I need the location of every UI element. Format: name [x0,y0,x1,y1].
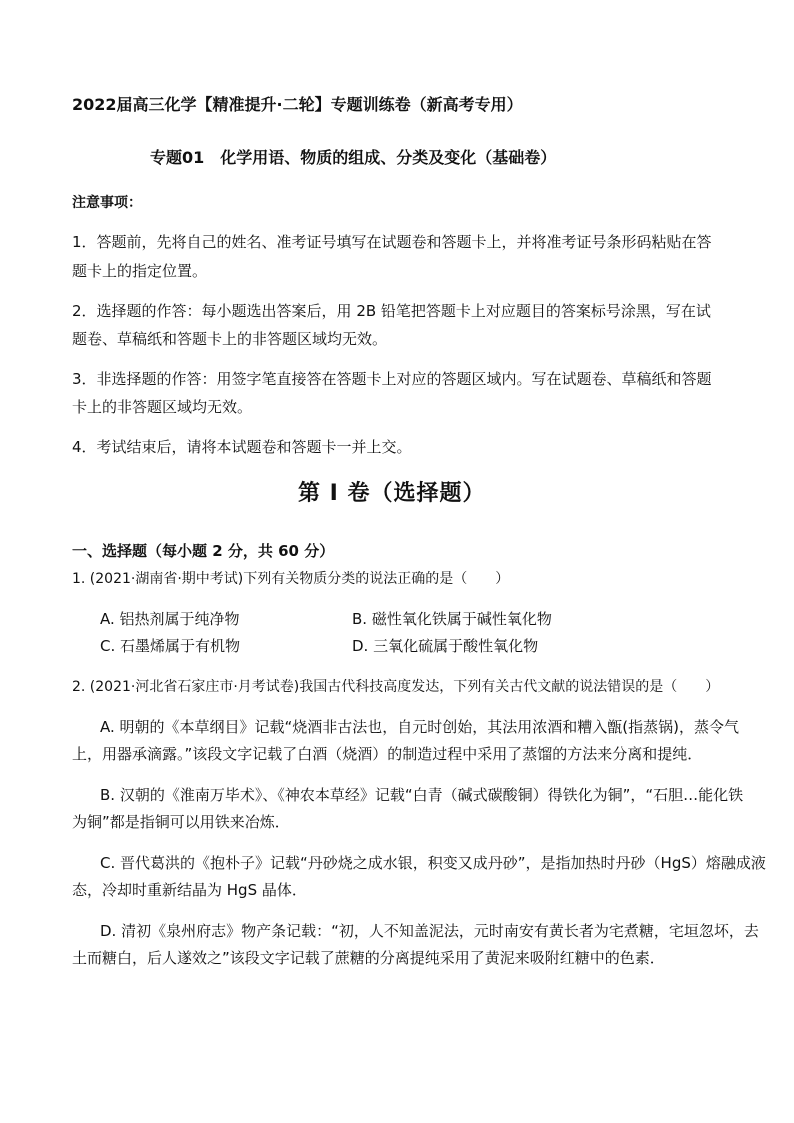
notice-item-1-line-2: 题卡上的指定位置。 [72,262,208,280]
notice-item-3-line-1: 3．非选择题的作答：用签字笔直接答在答题卡上对应的答题区域内。写在试题卷、草稿纸和答题 [72,370,712,388]
question-1-stem: 1. (2021·湖南省·期中考试)下列有关物质分类的说法正确的是（ ） [72,571,510,587]
notice-item-3-line-2: 卡上的非答题区域均无效。 [72,398,253,416]
question-2-stem: 2. (2021·河北省石家庄市·月考试卷)我国古代科技高度发达，下列有关古代文献的说法错误的是（ ） [72,679,720,695]
notice-item-2-line-2: 题卷、草稿纸和答题卡上的非答题区域均无效。 [72,330,388,348]
question-2-option-b-line-2: 为铜”都是指铜可以用铁来冶炼． [72,813,290,831]
notice-item-4: 4．考试结束后，请将本试题卷和答题卡一并上交。 [72,438,412,456]
question-2-option-a-line-1: A. 明朝的《本草纲目》记载“烧酒非古法也，自元时创始，其法用浓酒和糟入甑(指蒸锅)，蒸令气 [100,718,740,736]
notice-heading: 注意事项： [72,195,142,211]
question-2-option-d-line-1: D. 清初《泉州府志》物产条记载：“初，人不知盖泥法，元时南安有黄长者为宅煮糖，宅垣忽坏，去 [100,922,759,940]
question-2-option-b-line-1: B. 汉朝的《淮南万毕术》、《神农本草经》记载“白青（碱式碳酸铜）得铁化为铜”，“石胆…能化铁 [100,786,744,804]
notice-item-2-line-1: 2．选择题的作答：每小题选出答案后，用 2B 铅笔把答题卡上对应题目的答案标号涂黑，写在试 [72,302,711,320]
question-2-option-a-line-2: 上，用器承滴露。”该段文字记载了白酒（烧酒）的制造过程中采用了蒸馏的方法来分离和提纯． [72,745,703,763]
notice-item-1-line-1: 1．答题前，先将自己的姓名、准考证号填写在试题卷和答题卡上，并将准考证号条形码粘贴在答 [72,233,712,251]
question-1-option-b: B. 磁性氧化铁属于碱性氧化物 [352,610,552,628]
exam-subtitle: 专题01 化学用语、物质的组成、分类及变化（基础卷） [150,148,557,167]
question-1-option-a: A. 铝热剂属于纯净物 [100,610,240,628]
question-2-option-c-line-1: C. 晋代葛洪的《抱朴子》记载“丹砂烧之成水银，积变又成丹砂”，是指加热时丹砂（HgS）熔融成液 [100,854,766,872]
question-1-option-d: D. 三氧化硫属于酸性氧化物 [352,637,539,655]
question-2-option-d-line-2: 土而糖白，后人遂效之”该段文字记载了蔗糖的分离提纯采用了黄泥来吸附红糖中的色素． [72,949,665,967]
section-title: 一、选择题（每小题 2 分，共 60 分） [72,542,335,560]
question-1-option-c: C. 石墨烯属于有机物 [100,637,241,655]
part-title: 第 I 卷（选择题） [298,481,486,506]
question-2-option-c-line-2: 态，冷却时重新结晶为 HgS 晶体． [72,881,307,899]
exam-title: 2022届高三化学【精准提升·二轮】专题训练卷（新高考专用） [72,95,523,114]
